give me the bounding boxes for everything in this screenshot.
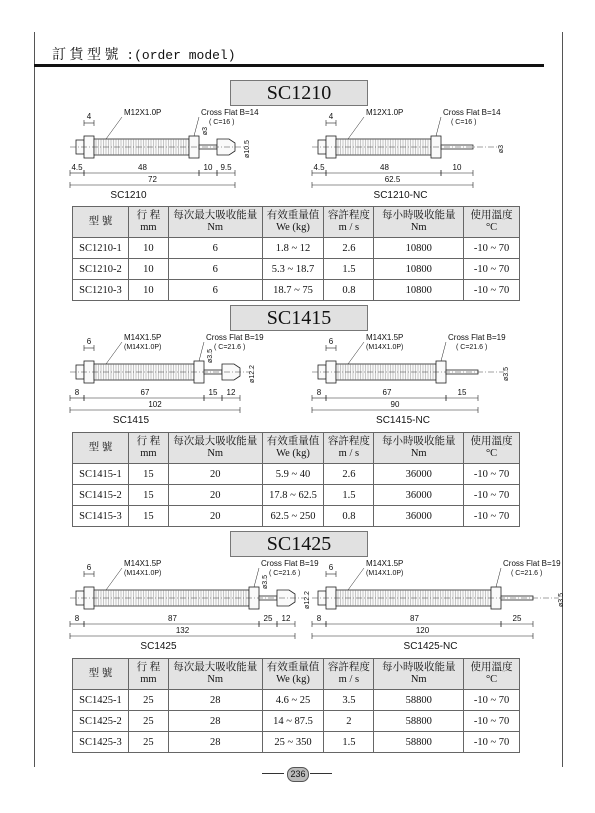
table-cell: 4.6 ~ 25 bbox=[262, 690, 324, 711]
table-cell: 6 bbox=[168, 259, 262, 280]
table-cell: 36000 bbox=[374, 485, 464, 506]
table-row bbox=[73, 280, 520, 301]
table-cell: 2.6 bbox=[324, 238, 374, 259]
spec-table bbox=[72, 658, 520, 753]
left-dim-d: 25 bbox=[263, 614, 273, 623]
right-technical-drawing bbox=[302, 105, 552, 203]
table-row bbox=[73, 711, 520, 732]
left-dim-d: 15 bbox=[208, 388, 218, 397]
table-cell: SC1415-2 bbox=[73, 485, 129, 506]
table-cell: 58800 bbox=[374, 711, 464, 732]
table-cell: 28 bbox=[168, 732, 262, 753]
column-header: 容許程度 m / s bbox=[324, 659, 374, 690]
table-cell: 18.7 ~ 75 bbox=[262, 280, 324, 301]
left-dim-dia2: ø3.5 bbox=[262, 574, 269, 590]
left-crossflat-c-label: ( C=21.6 ) bbox=[269, 570, 301, 577]
right-leader-lines bbox=[348, 117, 441, 139]
section-title: SC1425 bbox=[230, 531, 368, 557]
right-crossflat-c-label: ( C=21.6 ) bbox=[456, 344, 488, 351]
table-cell: 1.5 bbox=[324, 485, 374, 506]
right-crossflat-c-label: ( C=21.6 ) bbox=[511, 570, 543, 577]
right-dim-total: 120 bbox=[415, 626, 430, 635]
left-thread-alt-label: (M14X1.0P) bbox=[124, 344, 162, 351]
table-cell: 20 bbox=[168, 506, 262, 527]
left-dim-dia2: ø3 bbox=[202, 126, 209, 136]
table-cell: 15 bbox=[128, 485, 168, 506]
table-cell: SC1210-3 bbox=[73, 280, 129, 301]
right-dim-dia: ø3 bbox=[498, 144, 505, 154]
table-cell: 36000 bbox=[374, 464, 464, 485]
table-cell: 58800 bbox=[374, 732, 464, 753]
page-number: 236 bbox=[287, 767, 309, 782]
table-cell: SC1425-2 bbox=[73, 711, 129, 732]
right-dim-a: 6 bbox=[328, 563, 334, 572]
left-dim-c: 48 bbox=[138, 163, 147, 172]
left-dim-dia2: ø3.5 bbox=[207, 348, 214, 364]
table-cell: 5.9 ~ 40 bbox=[262, 464, 324, 485]
table-cell: 25 bbox=[128, 711, 168, 732]
column-header: 容許程度 m / s bbox=[324, 207, 374, 238]
spec-table bbox=[72, 432, 520, 527]
column-header: 行 程 mm bbox=[128, 659, 168, 690]
left-thread-label: M14X1.5P bbox=[124, 559, 162, 568]
left-dim-total: 72 bbox=[148, 175, 157, 184]
right-dim-a: 4 bbox=[328, 112, 334, 121]
table-cell: -10 ~ 70 bbox=[464, 732, 520, 753]
header-rule bbox=[34, 64, 544, 67]
left-crossflat-c-label: ( C=16 ) bbox=[209, 119, 235, 126]
right-drawing-caption: SC1415-NC bbox=[376, 415, 430, 426]
table-cell: 62.5 ~ 250 bbox=[262, 506, 324, 527]
right-crossflat-label: Cross Flat B=19 bbox=[448, 333, 506, 342]
right-dim-d: 25 bbox=[512, 614, 522, 623]
table-cell: 10 bbox=[128, 280, 168, 301]
left-technical-drawing bbox=[60, 330, 310, 428]
right-drawing-caption: SC1210-NC bbox=[373, 190, 428, 201]
table-cell: -10 ~ 70 bbox=[464, 259, 520, 280]
right-thread-label: M14X1.5P bbox=[366, 559, 404, 568]
table-cell: -10 ~ 70 bbox=[464, 238, 520, 259]
table-cell: -10 ~ 70 bbox=[464, 485, 520, 506]
left-technical-drawing bbox=[60, 105, 310, 203]
footer-rule-right bbox=[310, 773, 332, 774]
table-cell: -10 ~ 70 bbox=[464, 506, 520, 527]
table-cell: 1.5 bbox=[324, 732, 374, 753]
table-cell: 10 bbox=[128, 238, 168, 259]
right-dim-b: 8 bbox=[316, 388, 322, 397]
left-dim-d: 10 bbox=[203, 163, 213, 172]
column-header: 使用溫度 °C bbox=[464, 659, 520, 690]
right-crossflat-label: Cross Flat B=19 bbox=[503, 559, 561, 568]
column-header: 每小時吸收能量 Nm bbox=[374, 659, 464, 690]
column-header: 每次最大吸收能量 Nm bbox=[168, 207, 262, 238]
left-dim-a: 6 bbox=[86, 337, 92, 346]
right-dim-b: 4.5 bbox=[313, 163, 325, 172]
left-dim-e: 9.5 bbox=[220, 163, 232, 172]
right-dim-a: 6 bbox=[328, 337, 334, 346]
left-technical-drawing bbox=[60, 556, 319, 654]
table-cell: 6 bbox=[168, 238, 262, 259]
column-header: 有效重量值 We (kg) bbox=[262, 659, 324, 690]
left-drawing-caption: SC1415 bbox=[112, 415, 150, 426]
table-cell: 6 bbox=[168, 280, 262, 301]
right-dim-total: 62.5 bbox=[384, 175, 401, 184]
table-cell: 17.8 ~ 62.5 bbox=[262, 485, 324, 506]
right-thread-label: M12X1.0P bbox=[366, 108, 404, 117]
column-header: 容許程度 m / s bbox=[324, 433, 374, 464]
table-cell: 1.5 bbox=[324, 259, 374, 280]
table-cell: 20 bbox=[168, 464, 262, 485]
page-title: 訂 貨 型 號 :(order model) bbox=[52, 48, 236, 63]
table-cell: 15 bbox=[128, 464, 168, 485]
table-cell: 15 bbox=[128, 506, 168, 527]
column-header: 型 號 bbox=[73, 433, 129, 464]
right-dim-d: 15 bbox=[457, 388, 467, 397]
table-cell: 28 bbox=[168, 690, 262, 711]
table-cell: 2 bbox=[324, 711, 374, 732]
table-cell: 28 bbox=[168, 711, 262, 732]
right-crossflat-label: Cross Flat B=14 bbox=[443, 108, 501, 117]
table-cell: 1.8 ~ 12 bbox=[262, 238, 324, 259]
left-dim-e: 12 bbox=[226, 388, 236, 397]
left-dim-b: 8 bbox=[74, 614, 80, 623]
table-cell: 25 bbox=[128, 690, 168, 711]
right-dim-dia: ø3.5 bbox=[503, 366, 510, 382]
table-cell: SC1210-2 bbox=[73, 259, 129, 280]
table-cell: -10 ~ 70 bbox=[464, 690, 520, 711]
table-row bbox=[73, 464, 520, 485]
right-dim-c: 67 bbox=[382, 388, 392, 397]
table-cell: 58800 bbox=[374, 690, 464, 711]
table-row bbox=[73, 485, 520, 506]
right-thread-alt-label: (M14X1.0P) bbox=[366, 344, 404, 351]
column-header: 型 號 bbox=[73, 659, 129, 690]
table-cell: 2.6 bbox=[324, 464, 374, 485]
column-header: 使用溫度 °C bbox=[464, 207, 520, 238]
left-crossflat-label: Cross Flat B=14 bbox=[201, 108, 259, 117]
table-cell: 14 ~ 87.5 bbox=[262, 711, 324, 732]
column-header: 每小時吸收能量 Nm bbox=[374, 207, 464, 238]
left-thread-label: M12X1.0P bbox=[124, 108, 162, 117]
column-header: 使用溫度 °C bbox=[464, 433, 520, 464]
right-dim-dia: ø3.5 bbox=[558, 592, 565, 608]
table-row bbox=[73, 690, 520, 711]
right-thread-label: M14X1.5P bbox=[366, 333, 404, 342]
left-dim-dia1: ø10.5 bbox=[244, 140, 251, 158]
right-dim-c: 87 bbox=[410, 614, 419, 623]
column-header: 每次最大吸收能量 Nm bbox=[168, 433, 262, 464]
table-cell: SC1415-3 bbox=[73, 506, 129, 527]
right-dim-c: 48 bbox=[380, 163, 389, 172]
table-row bbox=[73, 506, 520, 527]
table-cell: 25 bbox=[128, 732, 168, 753]
table-row bbox=[73, 732, 520, 753]
table-cell: 10 bbox=[128, 259, 168, 280]
column-header: 每小時吸收能量 Nm bbox=[374, 433, 464, 464]
left-dim-a: 4 bbox=[86, 112, 92, 121]
right-drawing-caption: SC1425-NC bbox=[403, 641, 458, 652]
left-drawing-caption: SC1425 bbox=[140, 641, 177, 652]
column-header: 每次最大吸收能量 Nm bbox=[168, 659, 262, 690]
column-header: 有效重量值 We (kg) bbox=[262, 207, 324, 238]
right-technical-drawing bbox=[302, 556, 565, 654]
table-cell: SC1425-3 bbox=[73, 732, 129, 753]
right-technical-drawing bbox=[302, 330, 552, 428]
left-dim-e: 12 bbox=[281, 614, 291, 623]
left-dim-c: 87 bbox=[168, 614, 177, 623]
table-cell: 10800 bbox=[374, 259, 464, 280]
left-dim-b: 8 bbox=[74, 388, 80, 397]
section-title: SC1210 bbox=[230, 80, 368, 106]
left-dim-dia1: ø12.2 bbox=[304, 591, 311, 609]
left-dim-dia1: ø12.2 bbox=[249, 365, 256, 383]
table-row bbox=[73, 259, 520, 280]
left-thread-alt-label: (M14X1.0P) bbox=[124, 570, 162, 577]
left-dim-c: 67 bbox=[140, 388, 150, 397]
left-crossflat-c-label: ( C=21.6 ) bbox=[214, 344, 246, 351]
table-cell: 0.8 bbox=[324, 506, 374, 527]
left-dim-total: 102 bbox=[148, 400, 162, 409]
left-crossflat-label: Cross Flat B=19 bbox=[206, 333, 264, 342]
table-cell: 10800 bbox=[374, 238, 464, 259]
table-cell: 36000 bbox=[374, 506, 464, 527]
table-cell: -10 ~ 70 bbox=[464, 280, 520, 301]
table-row bbox=[73, 238, 520, 259]
left-drawing-caption: SC1210 bbox=[110, 190, 147, 201]
column-header: 有效重量值 We (kg) bbox=[262, 433, 324, 464]
left-dim-total: 132 bbox=[175, 626, 190, 635]
left-leader-lines bbox=[106, 117, 199, 139]
left-thread-label: M14X1.5P bbox=[124, 333, 162, 342]
spec-table bbox=[72, 206, 520, 301]
right-thread-alt-label: (M14X1.0P) bbox=[366, 570, 404, 577]
right-dim-d: 10 bbox=[452, 163, 462, 172]
section-title: SC1415 bbox=[230, 305, 368, 331]
left-crossflat-label: Cross Flat B=19 bbox=[261, 559, 319, 568]
right-crossflat-c-label: ( C=16 ) bbox=[451, 119, 477, 126]
table-cell: -10 ~ 70 bbox=[464, 464, 520, 485]
left-dim-a: 6 bbox=[86, 563, 92, 572]
table-cell: -10 ~ 70 bbox=[464, 711, 520, 732]
column-header: 行 程 mm bbox=[128, 207, 168, 238]
table-cell: SC1210-1 bbox=[73, 238, 129, 259]
right-dim-b: 8 bbox=[316, 614, 322, 623]
table-cell: 0.8 bbox=[324, 280, 374, 301]
right-dim-total: 90 bbox=[390, 400, 400, 409]
table-cell: 20 bbox=[168, 485, 262, 506]
table-cell: 5.3 ~ 18.7 bbox=[262, 259, 324, 280]
table-cell: SC1415-1 bbox=[73, 464, 129, 485]
footer-rule-left bbox=[262, 773, 284, 774]
column-header: 型 號 bbox=[73, 207, 129, 238]
left-dim-b: 4.5 bbox=[71, 163, 83, 172]
table-cell: 10800 bbox=[374, 280, 464, 301]
column-header: 行 程 mm bbox=[128, 433, 168, 464]
table-cell: SC1425-1 bbox=[73, 690, 129, 711]
table-cell: 25 ~ 350 bbox=[262, 732, 324, 753]
table-cell: 3.5 bbox=[324, 690, 374, 711]
